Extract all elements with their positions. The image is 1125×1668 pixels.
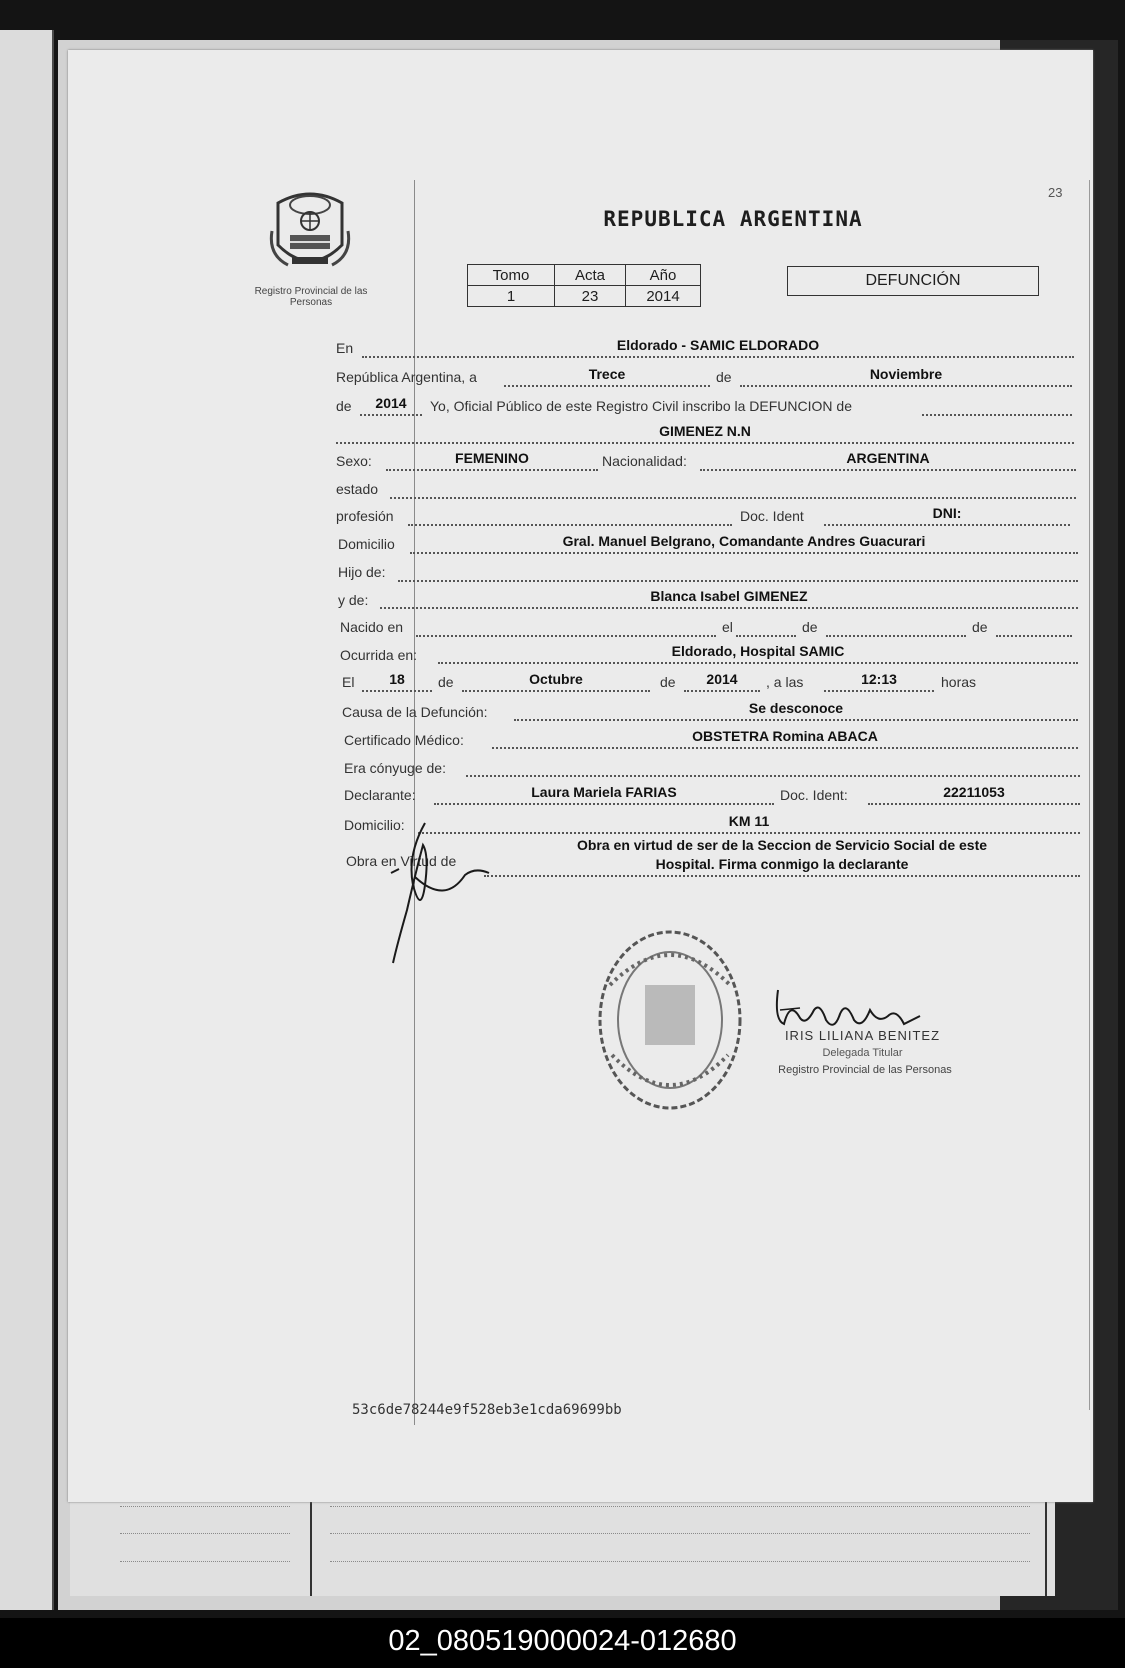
ref-value-anio: 2014 [626, 286, 701, 307]
field-obra-line1: Obra en virtud de ser de la Seccion de Servicio Social de este [576, 837, 988, 853]
label-certificado: Certificado Médico: [344, 732, 464, 748]
signatory-org: Registro Provincial de las Personas [778, 1064, 952, 1076]
strip-dotted-line [120, 1561, 290, 1562]
field-fecha-anio: 2014 [684, 670, 760, 692]
field-mes: Noviembre [740, 365, 1072, 387]
label-en: En [336, 340, 354, 356]
label-profesion: profesión [336, 508, 394, 524]
label-estado: estado [336, 481, 379, 497]
label-a-las: , a las [766, 674, 804, 690]
field-fecha-mes: Octubre [462, 670, 650, 692]
field-anio: 2014 [360, 394, 422, 416]
strip-dotted-line [120, 1506, 290, 1507]
record-type-box: DEFUNCIÓN [787, 266, 1039, 296]
label-yo-oficial: Yo, Oficial Público de este Registro Civil inscribo la DEFUNCION de [430, 398, 852, 414]
field-nacido-lugar [416, 615, 716, 637]
label-doc-ident: Doc. Ident [740, 508, 804, 524]
ref-value-tomo: 1 [468, 286, 555, 307]
right-margin-line [1089, 180, 1090, 1410]
field-fecha-dia: 18 [362, 670, 432, 692]
ref-header-acta: Acta [555, 265, 626, 286]
field-certificado: OBSTETRA Romina ABACA [492, 727, 1078, 749]
scan-id-footer: 02_080519000024-012680 [0, 1618, 1125, 1668]
label-el: el [722, 619, 733, 635]
label-conyuge: Era cónyuge de: [344, 760, 446, 776]
label-de: de [336, 398, 352, 414]
field-estado [390, 477, 1076, 499]
label-republica: República Argentina, a [336, 369, 477, 385]
signatory-role: Delegada Titular [822, 1047, 903, 1059]
label-sexo: Sexo: [336, 453, 372, 469]
label-domicilio: Domicilio [338, 536, 395, 552]
field-conyuge [466, 755, 1080, 777]
field-padre [398, 560, 1078, 582]
field-madre: Blanca Isabel GIMENEZ [380, 587, 1078, 609]
field-declarante-domicilio: KM 11 [418, 812, 1080, 834]
field-lugar: Eldorado - SAMIC ELDORADO [362, 336, 1074, 358]
field-causa: Se desconoce [514, 699, 1078, 721]
page-number: 23 [1048, 185, 1063, 200]
strip-dotted-line [120, 1533, 290, 1534]
label-el-fecha: El [342, 674, 355, 690]
crest-caption: Registro Provincial de las Personas [254, 286, 368, 308]
label-y-de: y de: [338, 592, 369, 608]
label-nacionalidad: Nacionalidad: [602, 453, 687, 469]
label-de: de [438, 674, 454, 690]
field-nacido-dia [736, 615, 796, 637]
field-declarante: Laura Mariela FARIAS [434, 783, 774, 805]
provincial-crest-icon [268, 185, 352, 277]
field-nacido-anio [996, 615, 1072, 637]
field-sexo: FEMENINO [386, 449, 598, 471]
field-profesion [408, 504, 732, 526]
strip-dotted-line [330, 1533, 1030, 1534]
signatory-name: IRIS LILIANA BENITEZ [784, 1028, 941, 1043]
ref-value-acta: 23 [555, 286, 626, 307]
label-de: de [716, 369, 732, 385]
label-obra: Obra en Virtud de [346, 853, 457, 869]
field-ocurrida-en: Eldorado, Hospital SAMIC [438, 642, 1078, 664]
label-horas: horas [941, 674, 977, 690]
label-causa: Causa de la Defunción: [342, 704, 488, 720]
label-declarante: Declarante: [344, 787, 416, 803]
reference-table [467, 264, 701, 307]
label-de: de [972, 619, 988, 635]
field-nombre: GIMENEZ N.N [336, 422, 1074, 444]
field-dia: Trece [504, 365, 710, 387]
field-blank [922, 394, 1072, 416]
label-domicilio-declarante: Domicilio: [344, 817, 405, 833]
field-obra-line2: Hospital. Firma conmigo la declarante [484, 855, 1080, 877]
ref-header-tomo: Tomo [468, 265, 555, 286]
label-nacido-en: Nacido en [340, 619, 404, 635]
label-de: de [660, 674, 676, 690]
document-hash: 53c6de78244e9f528eb3e1cda69699bb [352, 1402, 622, 1418]
strip-dotted-line [330, 1506, 1030, 1507]
label-hijo-de: Hijo de: [338, 564, 386, 580]
ref-header-anio: Año [626, 265, 701, 286]
strip-dotted-line [330, 1561, 1030, 1562]
declarant-signature [385, 815, 495, 965]
field-hora: 12:13 [824, 670, 934, 692]
label-doc-ident-declarante: Doc. Ident: [780, 787, 848, 803]
book-left-edge [0, 30, 54, 1610]
field-nacionalidad: ARGENTINA [700, 449, 1076, 471]
field-declarante-doc: 22211053 [868, 783, 1080, 805]
label-de: de [802, 619, 818, 635]
field-nacido-mes [826, 615, 966, 637]
document-title: REPUBLICA ARGENTINA [603, 207, 863, 231]
field-doc-tipo: DNI: [824, 504, 1070, 526]
label-ocurrida-en: Ocurrida en: [340, 647, 418, 663]
field-domicilio: Gral. Manuel Belgrano, Comandante Andres Guacurari [410, 532, 1078, 554]
official-stamp [590, 925, 750, 1115]
death-certificate-page [68, 50, 1093, 1502]
